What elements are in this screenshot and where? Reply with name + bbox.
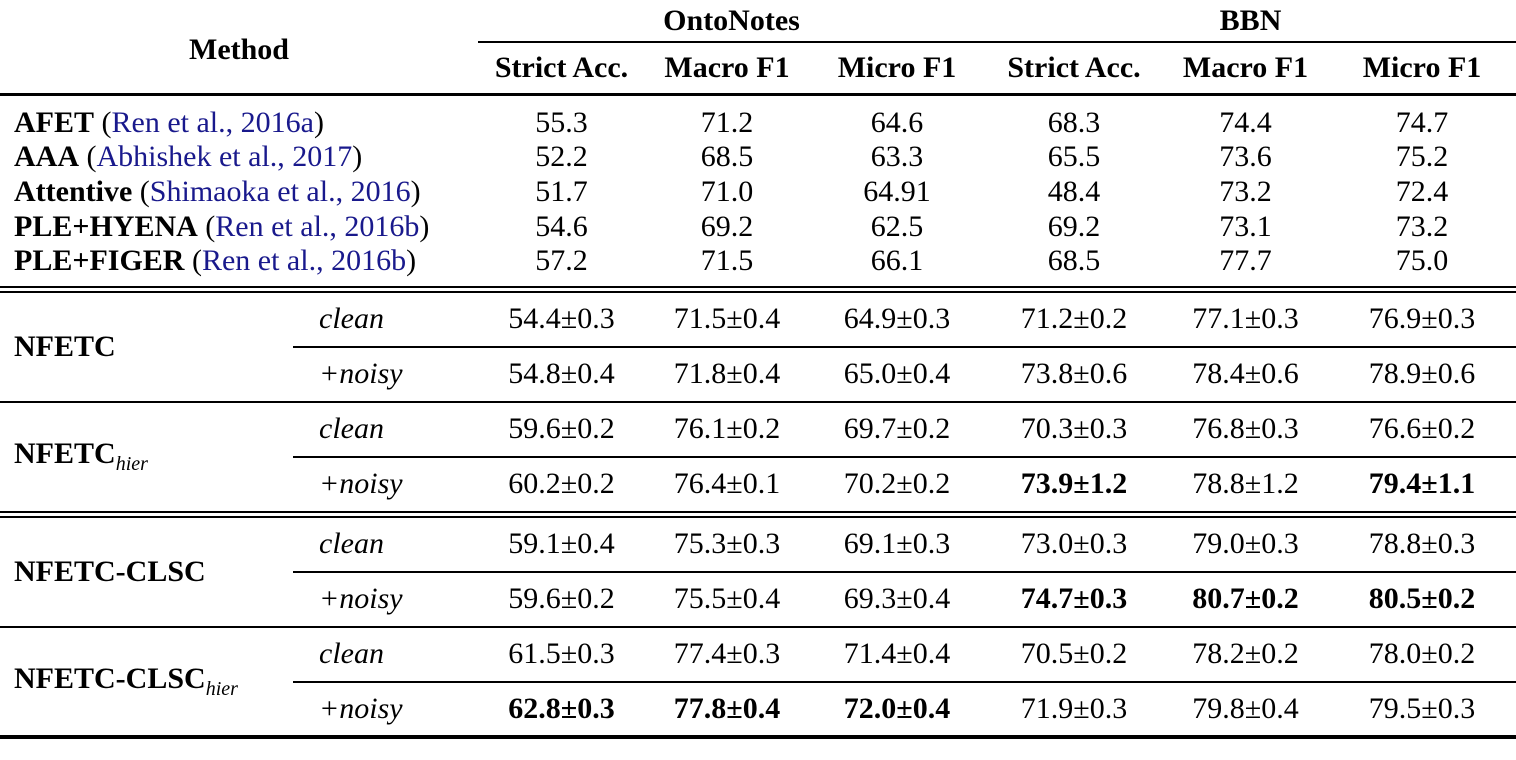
method-name-cell: PLE+FIGER (Ren et al., 2016b): [14, 244, 417, 278]
metric-value: 76.6±0.2: [1328, 402, 1516, 457]
variant-label: +noisy: [293, 682, 478, 737]
variant-label: clean: [293, 517, 478, 572]
metric-value: 76.9±0.3: [1328, 292, 1516, 347]
metric-value: 75.3±0.3: [645, 517, 809, 572]
metric-value: 71.2: [700, 105, 754, 139]
dataset-header-ontonotes: OntoNotes: [478, 0, 985, 42]
metric-value: 75.0: [1395, 244, 1449, 278]
table-header: [0, 0, 1516, 94]
metric-value: 75.5±0.4: [645, 572, 809, 627]
metric-value: 69.2: [1047, 209, 1101, 243]
variant-label: +noisy: [293, 347, 478, 402]
metric-value: 77.8±0.4: [645, 682, 809, 737]
method-label: Attentive: [14, 174, 133, 208]
metric-value: 69.7±0.2: [809, 402, 985, 457]
method-name-cell: AFET (Ren et al., 2016a): [14, 105, 324, 139]
metric-value: 78.8±1.2: [1192, 467, 1299, 501]
metric-value: 71.9±0.3: [985, 682, 1163, 737]
metric-value: 78.4±0.6: [1163, 347, 1328, 402]
model-row: [0, 292, 1516, 347]
metric-value: 69.2: [700, 209, 754, 243]
metric-value: 55.3: [535, 105, 588, 139]
metric-value: 76.1±0.2: [645, 402, 809, 457]
metric-value: 79.4±1.1: [1368, 467, 1476, 501]
metric-value: 61.5±0.3: [478, 627, 645, 682]
model-subscript: hier: [205, 677, 238, 700]
metric-value: 73.6: [1219, 139, 1272, 173]
dataset-header-bbn: BBN: [985, 0, 1516, 42]
metric-value: 71.2±0.2: [985, 292, 1163, 347]
metric-header-bbn-macro-f1: Macro F1: [1163, 42, 1328, 94]
metric-value: 78.0±0.2: [1328, 627, 1516, 682]
metric-value: 63.3: [870, 139, 924, 173]
metric-value: 64.9±0.3: [809, 292, 985, 347]
metric-value: 54.6: [535, 209, 588, 243]
model-row: [0, 627, 1516, 682]
metric-value: 74.7: [1395, 105, 1449, 139]
metric-value: 69.3±0.4: [809, 572, 985, 627]
model-name-cell: [0, 292, 293, 402]
metric-value: 51.7: [535, 174, 588, 208]
metric-value: 73.2: [1395, 209, 1449, 243]
citation-link: Ren et al., 2016b: [201, 244, 407, 278]
metric-value: 59.6±0.2: [478, 572, 645, 627]
method-name-cell: AAA (Abhishek et al., 2017): [14, 139, 363, 173]
model-row: [0, 517, 1516, 572]
metric-value: 68.5: [700, 139, 754, 173]
metric-value: 62.8±0.3: [478, 682, 645, 737]
metric-value: 60.2±0.2: [508, 467, 615, 501]
metric-value: 59.1±0.4: [478, 517, 645, 572]
variant-label: +noisy: [319, 467, 403, 501]
metric-header-bbn-micro-f1: Micro F1: [1328, 42, 1516, 94]
citation-link: Shimaoka et al., 2016: [149, 174, 411, 208]
metric-value: 70.5±0.2: [985, 627, 1163, 682]
model-name-cell: [0, 627, 293, 737]
metric-value: 57.2: [535, 244, 588, 278]
model-label: NFETC-CLSC: [14, 661, 206, 695]
metric-value: 71.8±0.4: [645, 347, 809, 402]
metric-value: 79.0±0.3: [1163, 517, 1328, 572]
metric-value: 79.8±0.4: [1163, 682, 1328, 737]
metric-value: 76.4±0.1: [673, 467, 781, 501]
model-label: NFETC-CLSC: [14, 554, 206, 588]
metric-value: 64.6: [870, 105, 924, 139]
metric-value: 73.9±1.2: [1020, 467, 1128, 501]
metric-value: 79.5±0.3: [1328, 682, 1516, 737]
metric-value: 68.5: [1047, 244, 1101, 278]
metric-value: 73.8±0.6: [985, 347, 1163, 402]
model-label: NFETC: [14, 329, 116, 363]
table-body: [0, 94, 1516, 737]
variant-label: clean: [293, 292, 478, 347]
model-name-cell: [0, 402, 293, 512]
method-name-cell: Attentive (Shimaoka et al., 2016): [14, 174, 421, 208]
metric-value: 74.4: [1219, 105, 1272, 139]
metric-value: 80.7±0.2: [1163, 572, 1328, 627]
metric-value: 52.2: [535, 139, 588, 173]
metric-value: 69.1±0.3: [809, 517, 985, 572]
method-name-cell: PLE+HYENA (Ren et al., 2016b): [14, 209, 430, 243]
metric-value: 64.91: [863, 174, 931, 208]
metric-value: 71.0: [700, 174, 754, 208]
metric-value: 65.0±0.4: [809, 347, 985, 402]
method-label: PLE+FIGER: [14, 244, 185, 278]
metric-header-ontonotes-strict-acc: Strict Acc.: [478, 42, 645, 94]
metric-value: 68.3: [1047, 105, 1101, 139]
metric-value: 72.0±0.4: [809, 682, 985, 737]
metric-value: 70.3±0.3: [985, 402, 1163, 457]
baseline-row: [0, 209, 1516, 244]
method-label: PLE+HYENA: [14, 209, 198, 243]
metric-value: 78.9±0.6: [1328, 347, 1516, 402]
model-name-cell: [0, 517, 293, 627]
metric-header-ontonotes-macro-f1: Macro F1: [645, 42, 809, 94]
metric-value: 71.4±0.4: [809, 627, 985, 682]
citation-link: Abhishek et al., 2017: [96, 139, 353, 173]
baseline-row: [0, 139, 1516, 174]
metric-value: 54.4±0.3: [478, 292, 645, 347]
metric-value: 77.4±0.3: [645, 627, 809, 682]
metric-value: 66.1: [870, 244, 924, 278]
metric-value: 65.5: [1047, 139, 1101, 173]
model-label: NFETC: [14, 437, 116, 471]
metric-value: 76.8±0.3: [1163, 402, 1328, 457]
metric-value: 74.7±0.3: [985, 572, 1163, 627]
metric-value: 73.0±0.3: [985, 517, 1163, 572]
metric-value: 77.7: [1219, 244, 1272, 278]
metric-value: 78.8±0.3: [1328, 517, 1516, 572]
baseline-row: [0, 174, 1516, 209]
metric-value: 73.2: [1219, 174, 1272, 208]
citation-link: Ren et al., 2016a: [111, 105, 314, 139]
metric-value: 78.2±0.2: [1163, 627, 1328, 682]
metric-value: 59.6±0.2: [478, 402, 645, 457]
metric-value: 54.8±0.4: [478, 347, 645, 402]
metric-value: 72.4: [1395, 174, 1449, 208]
baseline-row: [0, 244, 1516, 287]
model-subscript: hier: [115, 453, 148, 476]
metric-value: 77.1±0.3: [1163, 292, 1328, 347]
model-row: [0, 402, 1516, 457]
variant-label: clean: [293, 627, 478, 682]
method-label: AAA: [14, 139, 79, 173]
metric-value: 73.1: [1219, 209, 1272, 243]
metric-value: 48.4: [1047, 174, 1101, 208]
metric-value: 70.2±0.2: [843, 467, 951, 501]
metric-value: 75.2: [1395, 139, 1449, 173]
metric-header-bbn-strict-acc: Strict Acc.: [985, 42, 1163, 94]
variant-label: clean: [293, 402, 478, 457]
metric-value: 71.5±0.4: [645, 292, 809, 347]
citation-link: Ren et al., 2016b: [215, 209, 420, 243]
metric-value: 62.5: [870, 209, 924, 243]
metric-header-ontonotes-micro-f1: Micro F1: [809, 42, 985, 94]
dataset-header-row: [0, 0, 1516, 42]
baseline-row: [0, 94, 1516, 139]
metric-value: 71.5: [700, 244, 754, 278]
metric-value: 80.5±0.2: [1328, 572, 1516, 627]
method-column-header: Method: [0, 0, 478, 94]
variant-label: +noisy: [293, 572, 478, 627]
method-label: AFET: [14, 105, 95, 139]
